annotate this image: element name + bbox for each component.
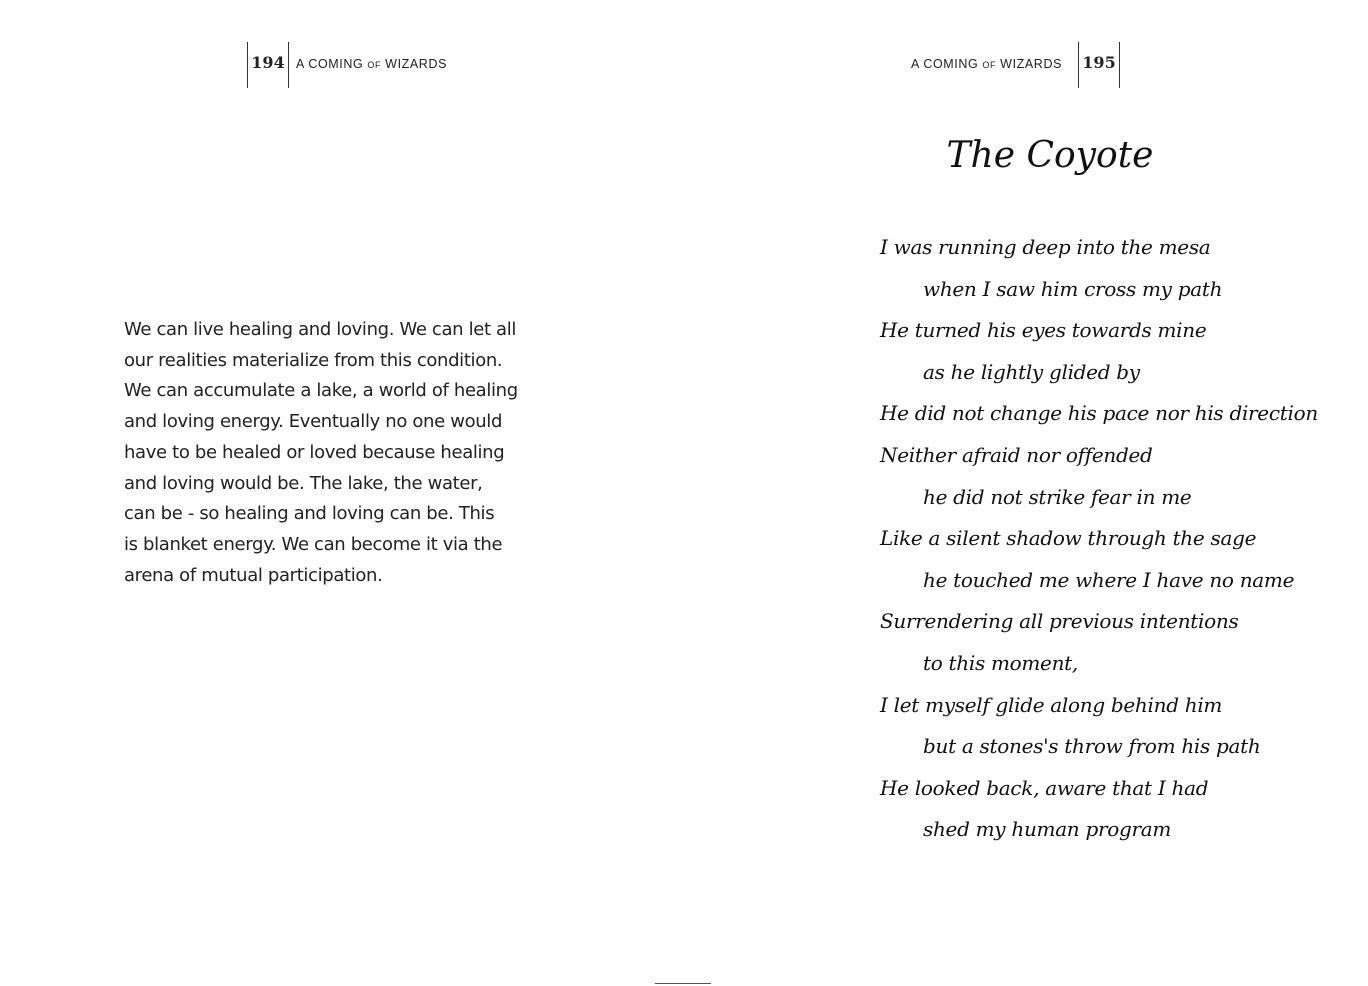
left-folio-box (247, 42, 289, 88)
right-page-number: 195 (1082, 53, 1116, 72)
poem-line: He did not change his pace nor his direction (880, 401, 1318, 426)
paragraph-line: and loving would be. The lake, the water, (124, 472, 483, 494)
left-paragraph (124, 315, 518, 591)
left-running-head (296, 57, 447, 71)
poem-line: he touched me where I have no name (923, 567, 1295, 592)
paragraph-line: arena of mutual participation. (124, 564, 383, 586)
poem-line: I let myself glide along behind him (880, 692, 1223, 717)
right-running-head-part1: A COMING (911, 57, 983, 71)
left-page-number: 194 (251, 53, 285, 72)
poem (880, 228, 1350, 852)
left-running-head-part1: A COMING (296, 57, 368, 71)
paragraph-line: have to be healed or loved because healing (124, 441, 505, 463)
poem-line: I was running deep into the mesa (880, 235, 1211, 259)
poem-line: to this moment, (923, 650, 1078, 675)
poem-title: The Coyote (946, 135, 1154, 176)
paragraph-line: We can accumulate a lake, a world of healing (124, 380, 518, 402)
left-running-head-small: OF (367, 60, 382, 70)
poem-line: as he lightly glided by (923, 359, 1140, 384)
poem-line: Neither afraid nor offended (880, 442, 1153, 467)
right-running-head-small: OF (982, 60, 997, 70)
poem-line: He looked back, aware that I had (880, 775, 1209, 800)
paragraph-line: is blanket energy. We can become it via the (124, 533, 503, 555)
paragraph-line: and loving energy. Eventually no one would (124, 411, 503, 433)
left-running-head-part2: WIZARDS (381, 57, 448, 71)
poem-line: shed my human program (923, 817, 1172, 842)
right-folio-box (1078, 42, 1120, 88)
poem-line: but a stones's throw from his path (923, 734, 1261, 759)
poem-line: Surrendering all previous intentions (880, 609, 1239, 634)
paragraph-line: can be - so healing and loving can be. This (124, 503, 495, 525)
right-running-head-part2: WIZARDS (996, 57, 1063, 71)
poem-line: He turned his eyes towards mine (880, 318, 1207, 343)
right-running-head (911, 57, 1062, 71)
paragraph-line: We can live healing and loving. We can let all (124, 319, 517, 340)
poem-line: he did not strike fear in me (923, 484, 1192, 509)
poem-line: Like a silent shadow through the sage (880, 526, 1257, 551)
paragraph-line: our realities materialize from this condition. (124, 349, 503, 371)
poem-line: when I saw him cross my path (923, 276, 1223, 301)
bottom-divider (655, 983, 711, 984)
